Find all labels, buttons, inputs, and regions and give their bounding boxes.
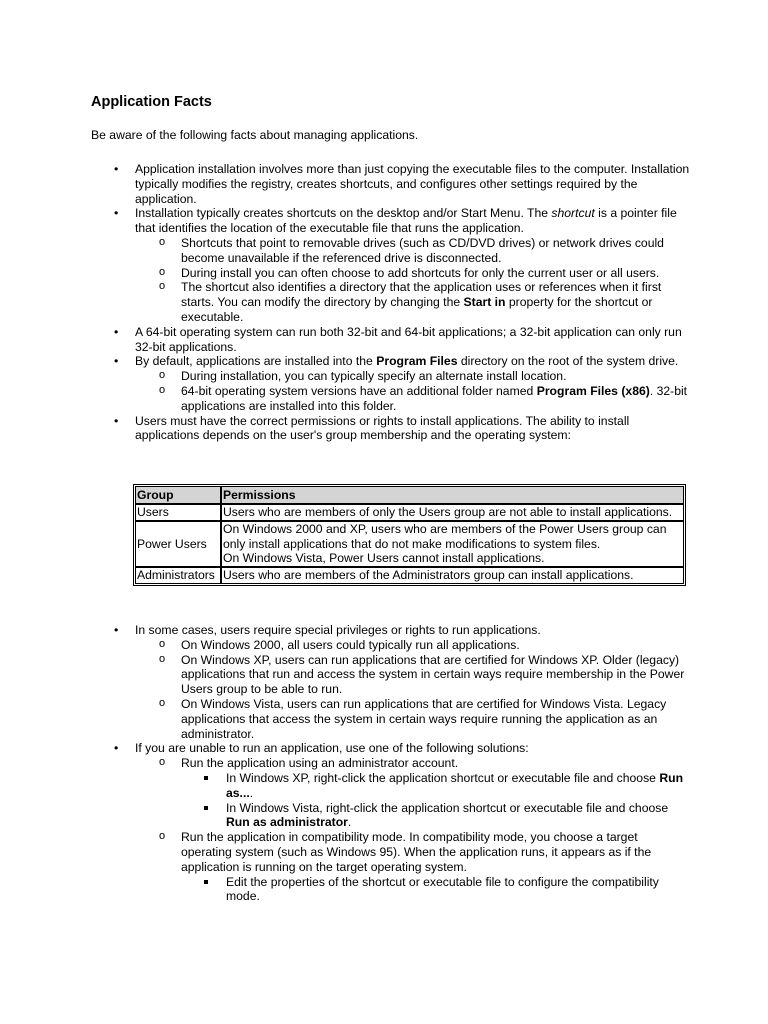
list-item <box>91 741 691 904</box>
table-row <box>135 504 684 521</box>
emphasis-text: shortcut <box>551 206 595 221</box>
bullet-text: By default, applications are installed into the <box>135 354 377 369</box>
sub-bullet-text: Run the application in compatibility mode. In compatibility mode, you choose a target operating system (such as Windows 95). When the application runs, it appears as if the application is running on the target operating system. <box>181 830 652 874</box>
sub-sub-list-item <box>181 875 691 905</box>
bullet-text: directory on the root of the system drive. <box>457 354 679 369</box>
sub-bullet-text: On Windows Vista, users can run applications that are certified for Windows Vista. Legacy applications that access the system in certain ways require running the application as an administrator. <box>181 696 667 741</box>
list-item <box>91 325 691 355</box>
sub-sub-list-item <box>181 801 691 831</box>
sub-list-item <box>135 280 691 324</box>
sub-bullet-text: Run the application using an administrator account. <box>181 756 459 771</box>
list-item <box>91 623 691 741</box>
list-item <box>91 206 691 324</box>
table-header-permissions: Permissions <box>221 486 684 504</box>
table-header-group: Group <box>135 486 221 504</box>
sub-sub-list-item <box>181 771 691 801</box>
page-title: Application Facts <box>91 94 212 110</box>
group-cell: Users <box>135 504 221 521</box>
list-item <box>91 354 691 413</box>
permissions-line: On Windows Vista, Power Users cannot install applications. <box>223 551 545 566</box>
sub-sub-bullet-text: . <box>347 815 352 830</box>
sub-bullet-text: 64-bit operating system versions have an additional folder named <box>181 383 537 398</box>
bullet-text: A 64-bit operating system can run both 32-bit and 64-bit applications; a 32-bit application can only run 32-bit applications. <box>135 324 682 354</box>
sub-sub-bullet-text: Edit the properties of the shortcut or executable file to configure the compatibility mode. <box>226 874 659 904</box>
permissions-cell <box>221 521 684 567</box>
sub-list-item <box>135 369 691 384</box>
bold-term: Start in <box>463 295 506 310</box>
sub-bullet-text: During install you can often choose to add shortcuts for only the current user or all users. <box>181 265 660 280</box>
sub-list-item <box>135 266 691 281</box>
permissions-cell: Users who are members of only the Users group are not able to install applications. <box>221 504 684 521</box>
sub-list-item <box>135 756 691 830</box>
bold-term: Program Files <box>376 354 458 369</box>
sub-bullet-text: During installation, you can typically specify an alternate install location. <box>181 369 567 384</box>
sub-list-item <box>135 384 691 414</box>
sub-bullet-text: property for the shortcut or executable. <box>181 295 653 324</box>
permissions-cell: Users who are members of the Administrators group can install applications. <box>221 567 684 584</box>
sub-bullet-text: Shortcuts that point to removable drives (such as CD/DVD drives) or network drives could become unavailable if the referenced drive is disconnected. <box>181 235 664 265</box>
list-item <box>91 162 691 206</box>
intro-text: Be aware of the following facts about managing applications. <box>91 128 419 142</box>
sub-list-item <box>135 830 691 904</box>
facts-list-bottom <box>91 623 691 904</box>
sub-bullet-text: On Windows XP, users can run applications that are certified for Windows XP. Older (legacy) applications that run and access the system in certain ways require membership in the Power Users group to be able to run. <box>181 652 685 697</box>
sub-bullet-text: The shortcut also identifies a directory that the application uses or references when it first starts. You can modify the directory by changing the <box>181 280 662 310</box>
sub-sub-bullet-text: In Windows XP, right-click the application shortcut or executable file and choose <box>226 770 660 785</box>
table-row <box>135 521 684 567</box>
bold-term: Run as administrator <box>226 815 348 830</box>
bold-term: Program Files (x86) <box>536 383 650 398</box>
sub-list-item <box>135 697 691 741</box>
facts-list-top <box>91 162 691 443</box>
sub-bullet-text: . 32-bit applications are installed into this folder. <box>181 383 688 413</box>
group-cell: Administrators <box>135 567 221 584</box>
table-header-row <box>135 486 684 504</box>
bullet-text: Application installation involves more than just copying the executable files to the computer. Installation typically modifies the registry, creates shortcuts, and configures other settings required by the application. <box>135 162 690 206</box>
bullet-text: Installation typically creates shortcuts on the desktop and/or Start Menu. The <box>135 206 552 221</box>
bold-term: Run as... <box>226 770 684 800</box>
sub-list-item <box>135 236 691 266</box>
sub-bullet-text: On Windows 2000, all users could typically run all applications. <box>181 637 520 652</box>
permissions-table <box>133 484 686 586</box>
bullet-text: In some cases, users require special privileges or rights to run applications. <box>135 623 541 637</box>
bullet-text: Users must have the correct permissions or rights to install applications. The ability to install applications depends on the user's group membership and the operating system: <box>135 413 630 443</box>
sub-sub-bullet-text: . <box>249 785 254 800</box>
list-item <box>91 414 691 444</box>
permissions-line: On Windows 2000 and XP, users who are members of the Power Users group can only install applications that do not make modifications to system files. <box>223 521 667 551</box>
table-row <box>135 567 684 584</box>
bullet-text: is a pointer file that identifies the location of the executable file that runs the application. <box>135 206 677 236</box>
sub-list-item <box>135 653 691 697</box>
bullet-text: If you are unable to run an application, use one of the following solutions: <box>135 741 529 756</box>
group-cell: Power Users <box>135 521 221 567</box>
sub-sub-bullet-text: In Windows Vista, right-click the application shortcut or executable file and choose <box>226 800 669 815</box>
sub-list-item <box>135 638 691 653</box>
